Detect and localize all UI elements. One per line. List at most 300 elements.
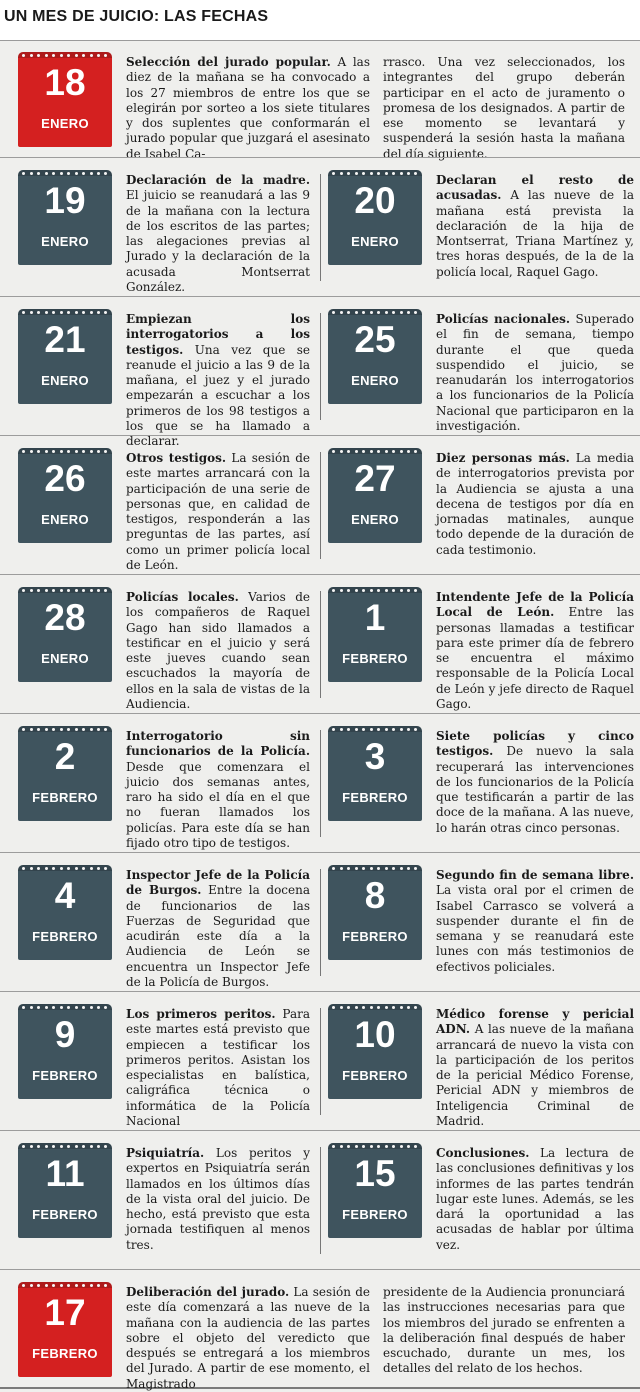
entry-body: rrasco. Una vez seleccionados, los integrantes del grupo deberán participar en el acto de juramento o promesa de los designados. A partir de ese momento se levantará y suspenderá la sesión hasta la mañana del día siguiente. [383,55,625,161]
calendar-ring [60,589,63,592]
calendar-ring [60,1284,63,1287]
entry-text [126,868,310,990]
entry-text [436,451,634,558]
calendar-ring [362,1006,365,1009]
calendar-ring [75,589,78,592]
calendar-ring [45,54,48,57]
calendar-ring [332,728,335,731]
calendar-day: 21 [44,319,86,360]
calendar-ring [392,589,395,592]
calendar-month: FEBRERO [342,1068,408,1083]
calendar-ring [60,450,63,453]
calendar-rings [328,587,422,593]
calendar-ring [355,728,358,731]
calendar-ring [45,1145,48,1148]
calendar-day: 28 [44,597,86,638]
calendar-ring [370,1006,373,1009]
calendar-ring [37,450,40,453]
calendar-ring [82,589,85,592]
calendar-ring [347,1006,350,1009]
calendar-ring [104,54,107,57]
calendar-ring [104,589,107,592]
calendar-rings [328,865,422,871]
calendar-ring [340,311,343,314]
calendar-ring [37,1284,40,1287]
entry-headline: Inspector Jefe de la Policía de Burgos. [126,868,310,898]
date-row [0,435,640,574]
calendar-ring [52,1006,55,1009]
entry-headline: Declaración de la madre. [126,173,310,187]
column-divider [320,869,321,976]
calendar-ring [414,867,417,870]
calendar-month: FEBRERO [342,929,408,944]
calendar-ring [407,450,410,453]
calendar-ring [377,728,380,731]
calendar-ring [347,728,350,731]
entry-text [436,312,634,434]
calendar-ring [347,589,350,592]
calendar-day: 9 [54,1014,76,1055]
calendar-day: 11 [45,1153,85,1194]
calendar-ring [97,1284,100,1287]
calendar-ring [22,589,25,592]
calendar-ring [30,450,33,453]
calendar-ring [355,1006,358,1009]
calendar-ring [104,867,107,870]
date-entry [322,158,640,296]
calendar-ring [75,1284,78,1287]
calendar-ring [82,728,85,731]
calendar-ring [370,450,373,453]
calendar-ring [45,311,48,314]
calendar-ring [90,450,93,453]
calendar-ring [97,867,100,870]
calendar-ring [400,1006,403,1009]
entry-headline: Diez personas más. [436,451,570,465]
calendar-ring [340,867,343,870]
calendar-day: 19 [44,180,86,221]
calendar-rings [328,448,422,454]
calendar-ring [97,172,100,175]
entry-body: Para este martes está previsto que empiecen a testificar los primeros peritos. Asistan los especialistas en balística, caligráfica técnica o informática de la Policía Nacional [126,1007,310,1129]
calendar-ring [355,172,358,175]
calendar-month: ENERO [41,512,89,527]
calendar-ring [52,1284,55,1287]
entry-headline: Segundo fin de semana libre. [436,868,634,882]
calendar-ring [97,450,100,453]
calendar-ring [385,867,388,870]
date-entry [322,575,640,713]
calendar-ring [52,1145,55,1148]
calendar-ring [82,1284,85,1287]
entry-text [126,1285,370,1392]
calendar-rings [18,1282,112,1288]
column-divider [320,452,321,559]
calendar-ring [82,1006,85,1009]
entry-body: La vista oral por el crimen de Isabel Carrasco se volverá a suspender durante el fin de semana y se reanudará este lunes con más testimonios de efectivos policiales. [436,883,634,974]
calendar-rings [18,309,112,315]
calendar-ring [67,1284,70,1287]
entry-text [126,55,370,162]
calendar-icon [328,865,422,960]
entry-body: Varios de los compañeros de Raquel Gago han sido llamados a testificar en el juicio y será este jueves cuando sean escuchados la mayoría de ellos en la sala de vistas de la Audiencia. [126,590,310,712]
calendar-ring [400,589,403,592]
calendar-ring [30,54,33,57]
calendar-ring [37,1006,40,1009]
calendar-ring [52,728,55,731]
entry-body: A las nueve de la mañana está prevista la declaración de la hija de Montserrat, Triana Martínez y, tres horas después, de la de la policía local, Raquel Gago. [436,188,634,279]
calendar-icon [18,1004,112,1099]
calendar-rings [18,865,112,871]
date-entry [0,1131,322,1269]
calendar-ring [104,1284,107,1287]
entry-headline: Empiezan los interrogatorios a los testigos. [126,312,310,357]
calendar-ring [400,172,403,175]
calendar-ring [30,589,33,592]
calendar-rings [18,726,112,732]
calendar-ring [75,172,78,175]
entry-text [436,590,634,712]
calendar-month: FEBRERO [342,790,408,805]
calendar-ring [90,172,93,175]
calendar-ring [75,1145,78,1148]
calendar-ring [370,867,373,870]
calendar-ring [60,172,63,175]
entry-text [126,173,310,295]
calendar-ring [97,728,100,731]
calendar-ring [392,1006,395,1009]
calendar-ring [385,450,388,453]
calendar-ring [90,1006,93,1009]
calendar-day: 10 [354,1014,396,1055]
calendar-ring [362,172,365,175]
calendar-ring [75,728,78,731]
calendar-ring [104,450,107,453]
calendar-ring [90,589,93,592]
calendar-day: 20 [354,180,396,221]
calendar-ring [82,450,85,453]
calendar-ring [45,1284,48,1287]
calendar-ring [370,1145,373,1148]
calendar-ring [392,172,395,175]
calendar-ring [45,1006,48,1009]
calendar-ring [355,589,358,592]
calendar-ring [407,172,410,175]
calendar-month: ENERO [41,234,89,249]
calendar-ring [340,728,343,731]
calendar-rings [328,1004,422,1010]
calendar-ring [75,867,78,870]
calendar-rings [18,170,112,176]
calendar-ring [67,1145,70,1148]
calendar-ring [22,450,25,453]
calendar-day: 26 [44,458,86,499]
calendar-ring [60,728,63,731]
calendar-ring [22,54,25,57]
calendar-rings [18,52,112,58]
calendar-day: 1 [364,597,386,638]
calendar-day: 2 [54,736,76,777]
calendar-ring [414,172,417,175]
calendar-rings [18,1143,112,1149]
calendar-ring [385,728,388,731]
calendar-month: ENERO [41,373,89,388]
date-entry [0,297,322,449]
calendar-ring [400,311,403,314]
entry-text [436,1007,634,1129]
calendar-icon [18,52,112,147]
date-row [0,1130,640,1269]
date-row [0,574,640,713]
column-divider [320,313,321,420]
calendar-ring [332,311,335,314]
calendar-ring [30,867,33,870]
calendar-ring [82,172,85,175]
header-bar [0,0,640,41]
calendar-icon [328,587,422,682]
calendar-ring [52,867,55,870]
entry-body: A las diez de la mañana se ha convocado a los 27 miembros de entre los que se elegirán por sorteo a los siete titulares y dos suplentes que conformarán el jurado popular que juzgará el asesinato de Isabel Ca- [126,55,370,161]
calendar-day: 15 [354,1153,396,1194]
calendar-ring [104,1006,107,1009]
entry-text [126,451,310,573]
entry-headline: Interrogatorio sin funcionarios de la Policía. [126,729,310,759]
calendar-rings [328,1143,422,1149]
calendar-ring [370,589,373,592]
calendar-day: 17 [44,1292,86,1333]
calendar-ring [97,589,100,592]
calendar-ring [67,728,70,731]
calendar-ring [392,450,395,453]
entry-text [436,729,634,836]
calendar-ring [407,589,410,592]
calendar-icon [18,587,112,682]
calendar-ring [377,311,380,314]
calendar-ring [82,867,85,870]
entry-text [126,590,310,712]
calendar-month: FEBRERO [32,1346,98,1361]
calendar-icon [328,448,422,543]
calendar-ring [90,311,93,314]
calendar-icon [18,170,112,265]
calendar-ring [362,867,365,870]
calendar-icon [18,726,112,821]
calendar-ring [90,54,93,57]
calendar-rings [328,170,422,176]
calendar-ring [22,867,25,870]
calendar-ring [377,867,380,870]
calendar-ring [22,1145,25,1148]
calendar-ring [22,172,25,175]
entry-body: La sesión de este martes arrancará con la participación de una serie de personas que, en calidad de testigos, responderán a las preguntas de las partes, así como un primer policía local de León. [126,451,310,573]
column-divider [320,730,321,837]
calendar-ring [45,867,48,870]
date-entry [322,853,640,991]
calendar-month: FEBRERO [32,929,98,944]
calendar-ring [30,1284,33,1287]
calendar-ring [75,311,78,314]
calendar-ring [30,172,33,175]
calendar-ring [414,589,417,592]
calendar-ring [30,1006,33,1009]
entry-text [126,1007,310,1129]
calendar-rings [328,726,422,732]
entry-body: A las nueve de la mañana arrancará de nuevo la vista con la participación de los peritos de la pericial Médico Forense, Pericial ADN y miembros de Inteligencia Criminal de Madrid. [436,1022,634,1129]
date-row [0,1269,640,1389]
calendar-ring [377,172,380,175]
calendar-ring [407,867,410,870]
calendar-day: 18 [44,62,86,103]
calendar-icon [328,1004,422,1099]
calendar-rings [328,309,422,315]
calendar-ring [362,728,365,731]
entry-text [383,55,625,162]
calendar-ring [37,728,40,731]
calendar-ring [90,1145,93,1148]
calendar-ring [104,728,107,731]
calendar-ring [347,172,350,175]
calendar-ring [67,54,70,57]
calendar-ring [60,311,63,314]
calendar-ring [60,867,63,870]
calendar-ring [400,728,403,731]
date-entry [322,714,640,852]
calendar-ring [362,450,365,453]
entry-headline: Deliberación del jurado. [126,1285,290,1299]
calendar-ring [407,1006,410,1009]
entry-body: Una vez que se reanude el juicio a las 9 de la mañana, el juez y el jurado empezarán a escuchar a los primeros de los 98 testigos a los que se ha llamado a declarar. [126,342,310,449]
calendar-ring [340,450,343,453]
calendar-ring [347,450,350,453]
calendar-ring [414,450,417,453]
calendar-ring [45,728,48,731]
calendar-ring [377,1145,380,1148]
calendar-ring [385,589,388,592]
calendar-icon [18,1143,112,1238]
date-entry [0,714,322,852]
calendar-month: ENERO [351,234,399,249]
entry-body: Entre las personas llamadas a testificar para este primer día de febrero se encuentra el máximo responsable de la Policía Local de León y jefe directo de Raquel Gago. [436,605,634,712]
entry-body: De nuevo la sala recuperará las intervenciones de los funcionarios de la Policía que testificarán a partir de las doce de la mañana. A las nueve, lo harán otras cinco personas. [436,744,634,835]
calendar-ring [60,54,63,57]
calendar-ring [377,450,380,453]
calendar-ring [332,589,335,592]
entry-body: Desde que comenzara el juicio dos semanas antes, raro ha sido el día en el que no fueran llamados los policías. Para este día se han fijado otro tipo de testigos. [126,759,310,851]
calendar-ring [400,1145,403,1148]
calendar-icon [18,448,112,543]
date-entry [0,992,322,1130]
calendar-ring [362,589,365,592]
calendar-ring [355,1145,358,1148]
date-entry [0,158,322,296]
calendar-ring [340,1145,343,1148]
calendar-rings [18,1004,112,1010]
entry-headline: Intendente Jefe de la Policía Local de León. [436,590,634,620]
calendar-month: FEBRERO [342,651,408,666]
calendar-ring [400,867,403,870]
date-row [0,157,640,296]
calendar-day: 8 [364,875,386,916]
calendar-ring [67,589,70,592]
calendar-ring [97,1145,100,1148]
date-entry [322,992,640,1130]
entry-headline: Los primeros peritos. [126,1007,276,1021]
calendar-ring [52,450,55,453]
column-divider [320,1008,321,1115]
calendar-month: FEBRERO [32,1207,98,1222]
calendar-ring [52,589,55,592]
calendar-ring [75,450,78,453]
calendar-ring [332,450,335,453]
entry-headline: Policías locales. [126,590,239,604]
calendar-ring [37,54,40,57]
calendar-month: ENERO [351,373,399,388]
calendar-ring [370,172,373,175]
entry-body: Entre la docena de funcionarios de las Fuerzas de Seguridad que acudirán este día a la Audiencia de León se encuentra un Inspector Jefe de la Policía de Burgos. [126,883,310,990]
entry-text [126,729,310,851]
calendar-ring [60,1145,63,1148]
entry-headline: Otros testigos. [126,451,227,465]
calendar-day: 4 [54,875,76,916]
entry-headline: Médico forense y pericial ADN. [436,1007,634,1037]
calendar-ring [362,311,365,314]
calendar-ring [67,1006,70,1009]
calendar-ring [37,172,40,175]
entry-body: El juicio se reanudará a las 9 de la mañana con la lectura de los escritos de las partes; las alegaciones previas al Jurado y la declaración de la acusada Montserrat González. [126,188,310,295]
calendar-icon [328,170,422,265]
entry-text [436,868,634,975]
calendar-ring [22,1284,25,1287]
calendar-ring [355,867,358,870]
calendar-ring [385,311,388,314]
calendar-ring [75,54,78,57]
calendar-ring [332,172,335,175]
calendar-ring [45,589,48,592]
calendar-ring [414,1145,417,1148]
calendar-ring [385,172,388,175]
calendar-icon [328,726,422,821]
calendar-ring [332,1006,335,1009]
date-entry [0,853,322,991]
calendar-ring [377,589,380,592]
calendar-ring [67,867,70,870]
calendar-ring [407,1145,410,1148]
calendar-ring [90,1284,93,1287]
calendar-ring [82,311,85,314]
entry-headline: Policías nacionales. [436,312,571,326]
date-row [0,296,640,449]
entry-text [436,1146,634,1253]
calendar-ring [22,728,25,731]
date-row [0,40,640,161]
date-entry [322,1131,640,1269]
calendar-ring [52,311,55,314]
calendar-ring [340,172,343,175]
calendar-ring [414,311,417,314]
calendar-day: 25 [354,319,396,360]
calendar-icon [328,309,422,404]
entry-body: La sesión de este día comenzará a las nueve de la mañana con la audiencia de las partes sobre el objeto del veredicto que después se entregará a los miembros del Jurado. A partir de ese momento, el Magistrado [126,1285,371,1391]
date-entry [322,297,640,435]
calendar-month: FEBRERO [32,1068,98,1083]
calendar-ring [45,450,48,453]
calendar-ring [370,311,373,314]
calendar-ring [377,1006,380,1009]
calendar-ring [385,1006,388,1009]
column-divider [320,174,321,281]
calendar-ring [37,311,40,314]
entry-body: presidente de la Audiencia pronunciará las instrucciones necesarias para que los miembros del jurado se enfrenten a la deliberación final después de haber escuchado, durante un mes, los detalles del relato de los hechos. [383,1285,625,1376]
